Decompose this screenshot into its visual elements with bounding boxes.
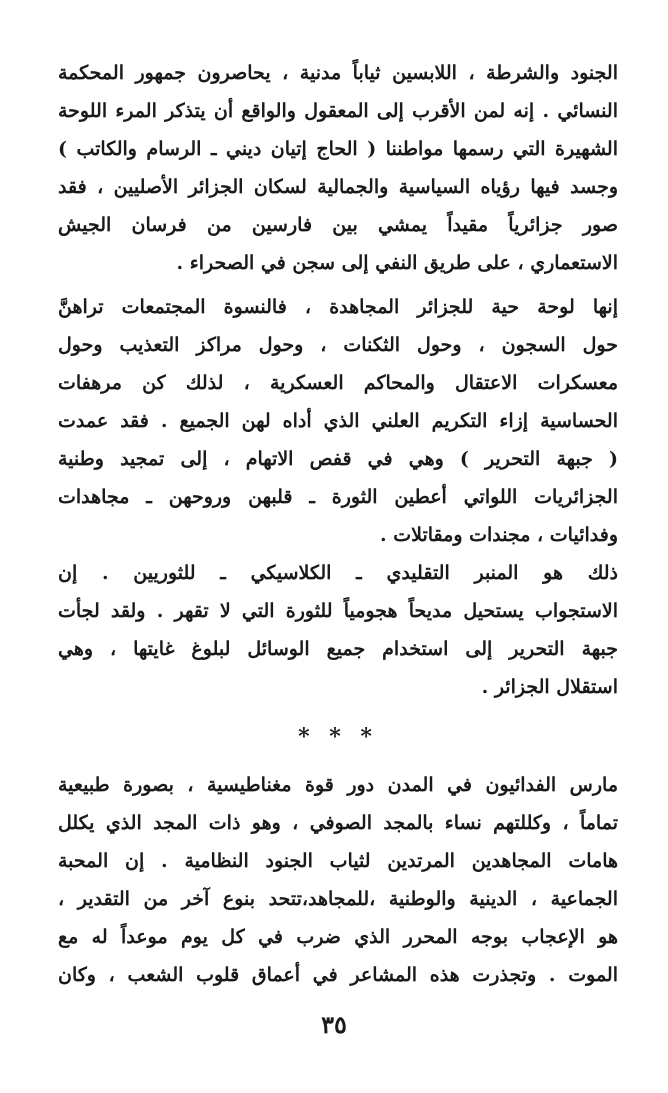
text-line: الجنود والشرطة ، اللابسين ثياباً مدنية ، يحاصرون جمهور المحكمة bbox=[58, 62, 618, 84]
section-separator: * * * bbox=[298, 724, 378, 750]
text-line: الشهيرة التي رسمها مواطننا ( الحاج إتيان ديني ـ الرسام والكاتب ) bbox=[58, 138, 618, 160]
text-line: ( جبهة التحرير ) وهي في قفص الاتهام ، إلى تمجيد وطنية bbox=[58, 448, 618, 470]
text-line: مارس الفدائيون في المدن دور قوة مغناطيسية ، بصورة طبيعية bbox=[58, 774, 618, 796]
text-line: جبهة التحرير إلى استخدام جميع الوسائل لبلوغ غايتها ، وهي bbox=[58, 638, 618, 660]
text-line: معسكرات الاعتقال والمحاكم العسكرية ، لذلك كن مرهفات bbox=[58, 372, 618, 394]
page-body bbox=[58, 54, 618, 994]
paragraph-2 bbox=[58, 288, 618, 554]
text-line: إنها لوحة حية للجزائر المجاهدة ، فالنسوة المجتمعات تراهنَّ bbox=[58, 296, 618, 318]
page-number: ٣٥ bbox=[321, 1010, 347, 1039]
paragraph-4 bbox=[58, 766, 618, 994]
text-line: الاستجواب يستحيل مديحاً هجومياً للثورة التي لا تقهر . ولقد لجأت bbox=[58, 600, 618, 622]
paragraph-3 bbox=[58, 554, 618, 706]
text-line: الحساسية إزاء التكريم العلني الذي أداه لهن الجميع . فقد عمدت bbox=[58, 410, 618, 432]
text-line: حول السجون ، وحول الثكنات ، وحول مراكز التعذيب وحول bbox=[58, 334, 618, 356]
text-line: وجسد فيها رؤياه السياسية والجمالية لسكان الجزائر الأصليين ، فقد bbox=[58, 176, 618, 198]
text-line: هو الإعجاب بوجه المحرر الذي ضرب في كل يوم موعداً له مع bbox=[58, 926, 618, 948]
text-line: تماماً ، وكللتهم نساء بالمجد الصوفي ، وهو ذات المجد الذي يكلل bbox=[58, 812, 618, 834]
text-line: الموت . وتجذرت هذه المشاعر في أعماق قلوب الشعب ، وكان bbox=[58, 964, 618, 986]
text-line: الجزائريات اللواتي أعطين الثورة ـ قلبهن وروحهن ـ مجاهدات bbox=[58, 486, 618, 508]
text-line: الجماعية ، الدينية والوطنية ،للمجاهد،تتحد بنوع آخر من التقدير ، bbox=[58, 888, 618, 910]
text-line: استقلال الجزائر . bbox=[481, 676, 618, 698]
paragraph-1 bbox=[58, 54, 618, 282]
text-line: وفدائيات ، مجندات ومقاتلات . bbox=[380, 524, 618, 546]
text-line: النسائي . إنه لمن الأقرب إلى المعقول والواقع أن يتذكر المرء اللوحة bbox=[58, 100, 618, 122]
text-line: صور جزائرياً مقيداً يمشي بين فارسين من فرسان الجيش bbox=[58, 214, 618, 236]
text-line: الاستعماري ، على طريق النفي إلى سجن في الصحراء . bbox=[176, 252, 618, 274]
text-line: هامات المجاهدين المرتدين لثياب الجنود النظامية . إن المحبة bbox=[58, 850, 618, 872]
text-line: ذلك هو المنبر التقليدي ـ الكلاسيكي ـ للثوريين . إن bbox=[58, 562, 618, 584]
